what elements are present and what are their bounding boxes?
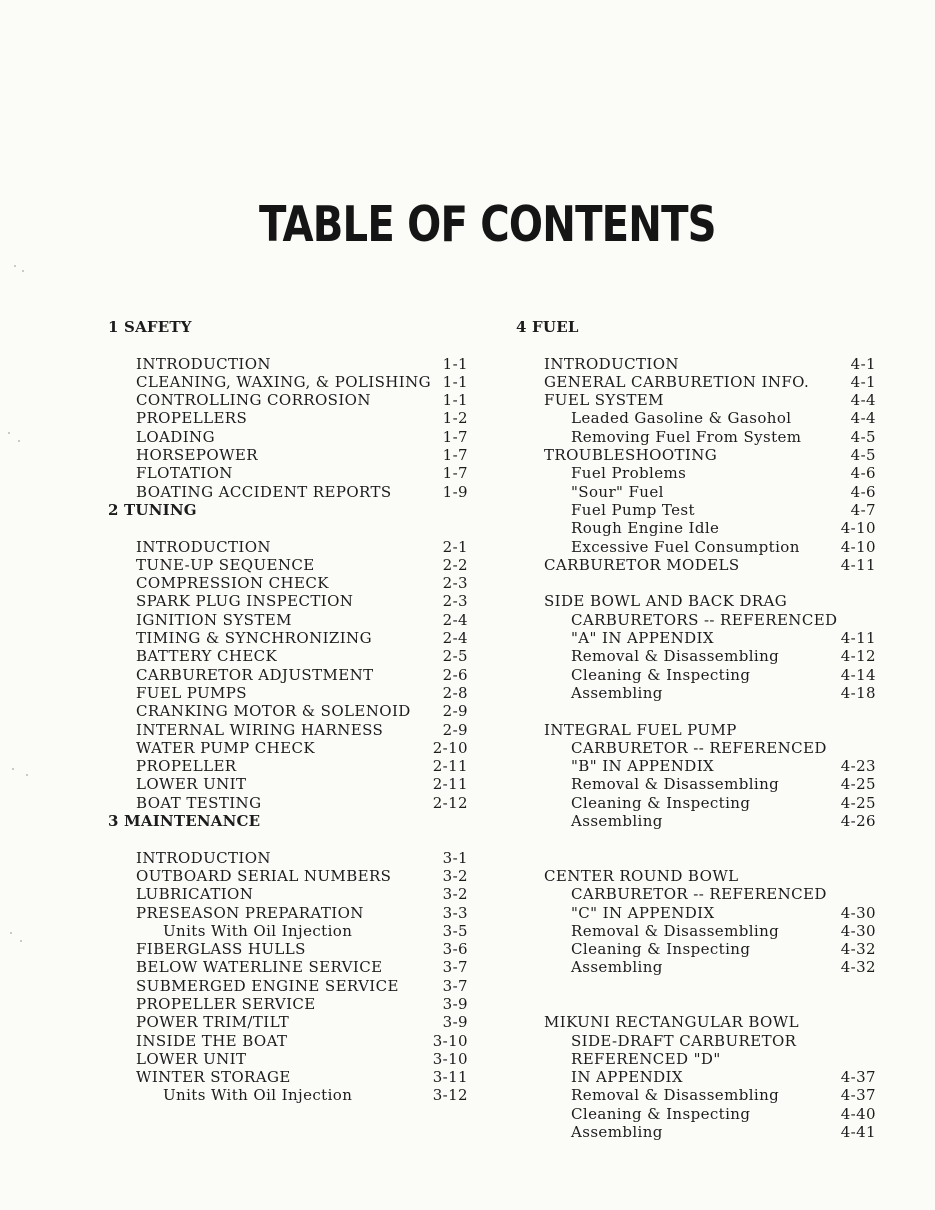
entry-title: TROUBLESHOOTING <box>544 446 718 465</box>
toc-entry <box>108 464 468 482</box>
page-number: 4-26 <box>840 812 876 831</box>
toc-entry <box>108 702 468 720</box>
toc-entry <box>108 592 468 610</box>
toc-entry <box>516 355 876 373</box>
page-number: 4-18 <box>840 683 876 702</box>
entry-title: FIBERGLASS HULLS <box>136 940 306 959</box>
page-number: 4-6 <box>850 464 876 483</box>
page-number: 2-9 <box>442 702 468 721</box>
entry-title: POWER TRIM/TILT <box>136 1013 290 1032</box>
page-number: 2-9 <box>442 720 468 739</box>
entry-title: TIMING & SYNCHRONIZING <box>136 629 372 648</box>
toc-entry <box>516 812 876 830</box>
toc-entry <box>516 446 876 464</box>
toc-entry <box>516 464 876 482</box>
page-number: 4-6 <box>850 482 876 501</box>
spacer <box>516 995 876 1013</box>
entry-title: Units With Oil Injection <box>163 1086 353 1105</box>
page-number: 2-3 <box>442 592 468 611</box>
toc-entry <box>108 922 468 940</box>
page-number: 2-12 <box>432 793 468 812</box>
entry-title: Removal & Disassembling <box>571 647 780 666</box>
toc-entry <box>516 391 876 409</box>
toc-entry <box>516 519 876 537</box>
page-number: 4-12 <box>840 647 876 666</box>
toc-entry <box>516 501 876 519</box>
entry-title: LOWER UNIT <box>136 1049 247 1068</box>
page-number: 4-32 <box>840 940 876 959</box>
page-number: 4-5 <box>850 427 876 446</box>
page-number: 4-1 <box>850 372 876 391</box>
page-number: 4-30 <box>840 921 876 940</box>
spacer <box>516 702 876 720</box>
section-title: 1 SAFETY <box>108 318 192 336</box>
toc-entry <box>516 958 876 976</box>
toc-entry <box>516 409 876 427</box>
toc-entry <box>516 684 876 702</box>
page-number: 4-7 <box>850 500 876 519</box>
page-number: 3-7 <box>442 976 468 995</box>
page-number: 3-10 <box>432 1049 468 1068</box>
toc-entry <box>516 483 876 501</box>
entry-title: MIKUNI RECTANGULAR BOWL <box>544 1013 799 1032</box>
page-number: 2-11 <box>432 775 468 794</box>
page-number: 4-11 <box>840 629 876 648</box>
page-number: 2-1 <box>442 537 468 556</box>
entry-title: IGNITION SYSTEM <box>136 610 292 629</box>
entry-title: IN APPENDIX <box>571 1068 683 1087</box>
entry-title: Units With Oil Injection <box>163 921 353 940</box>
entry-title: PROPELLER SERVICE <box>136 994 316 1013</box>
entry-title: FUEL PUMPS <box>136 683 247 702</box>
entry-title: Cleaning & Inspecting <box>571 793 751 812</box>
entry-title: CONTROLLING CORROSION <box>136 391 371 410</box>
page-number: 4-10 <box>840 537 876 556</box>
page-number: 3-10 <box>432 1031 468 1050</box>
toc-entry <box>516 428 876 446</box>
toc-entry <box>516 1068 876 1086</box>
toc-entry <box>108 940 468 958</box>
toc-entry <box>516 666 876 684</box>
page-number: 4-14 <box>840 665 876 684</box>
toc-entry <box>108 684 468 702</box>
entry-title: LOWER UNIT <box>136 775 247 794</box>
toc-entry <box>108 958 468 976</box>
page-number: 2-3 <box>442 574 468 593</box>
toc-entry <box>516 775 876 793</box>
toc-entry <box>516 1050 876 1068</box>
toc-entry <box>108 1068 468 1086</box>
page-number: 4-11 <box>840 555 876 574</box>
page-number: 4-32 <box>840 958 876 977</box>
toc-entry <box>108 995 468 1013</box>
page-number: 1-7 <box>442 464 468 483</box>
page-number: 3-3 <box>442 903 468 922</box>
entry-title: WINTER STORAGE <box>136 1068 291 1087</box>
page-number: 4-41 <box>840 1123 876 1142</box>
page-number: 3-11 <box>432 1068 468 1087</box>
page-number: 2-4 <box>442 629 468 648</box>
page-number: 3-7 <box>442 958 468 977</box>
toc-entry <box>108 1050 468 1068</box>
page-number: 4-37 <box>840 1086 876 1105</box>
toc-entry <box>108 538 468 556</box>
toc-entry <box>516 373 876 391</box>
page-number: 2-6 <box>442 665 468 684</box>
page-number: 2-2 <box>442 555 468 574</box>
entry-title: CARBURETOR -- REFERENCED <box>571 738 827 757</box>
entry-title: Cleaning & Inspecting <box>571 1104 751 1123</box>
entry-title: Leaded Gasoline & Gasohol <box>571 409 792 428</box>
scan-speck <box>12 768 14 770</box>
toc-entry <box>108 666 468 684</box>
page-title: TABLE OF CONTENTS <box>259 196 716 253</box>
entry-title: "B" IN APPENDIX <box>571 757 715 776</box>
entry-title: GENERAL CARBURETION INFO. <box>544 372 810 391</box>
toc-column-left <box>108 318 468 1105</box>
page-number: 2-11 <box>432 757 468 776</box>
entry-title: BOATING ACCIDENT REPORTS <box>136 482 392 501</box>
entry-title: CENTER ROUND BOWL <box>544 866 739 885</box>
entry-title: LUBRICATION <box>136 885 254 904</box>
spacer <box>108 519 468 537</box>
toc-entry <box>516 794 876 812</box>
section-title: 3 MAINTENANCE <box>108 812 261 831</box>
page-number: 3-2 <box>442 885 468 904</box>
toc-entry <box>516 592 876 610</box>
entry-title: Cleaning & Inspecting <box>571 940 751 959</box>
page-number: 4-4 <box>850 391 876 410</box>
entry-title: CARBURETOR -- REFERENCED <box>571 885 827 904</box>
spacer <box>516 830 876 848</box>
toc-entry <box>516 721 876 739</box>
page-number: 1-9 <box>442 482 468 501</box>
entry-title: BELOW WATERLINE SERVICE <box>136 958 383 977</box>
entry-title: INSIDE THE BOAT <box>136 1031 288 1050</box>
entry-title: Rough Engine Idle <box>571 519 720 538</box>
toc-entry <box>108 446 468 464</box>
toc-entry <box>108 867 468 885</box>
toc-entry <box>108 355 468 373</box>
toc-entry <box>108 849 468 867</box>
toc-entry <box>516 1032 876 1050</box>
entry-title: FUEL SYSTEM <box>544 391 664 410</box>
toc-entry <box>108 373 468 391</box>
section-title: 4 FUEL <box>516 318 579 336</box>
page-number: 1-7 <box>442 446 468 465</box>
toc-entry <box>108 409 468 427</box>
entry-title: INTRODUCTION <box>544 354 679 373</box>
page-number: 3-9 <box>442 1013 468 1032</box>
entry-title: REFERENCED "D" <box>571 1049 721 1068</box>
toc-entry <box>108 629 468 647</box>
entry-title: HORSEPOWER <box>136 446 258 465</box>
entry-title: Fuel Problems <box>571 464 687 483</box>
page-number: 4-40 <box>840 1104 876 1123</box>
entry-title: WATER PUMP CHECK <box>136 738 315 757</box>
spacer <box>108 336 468 354</box>
page-number: 2-8 <box>442 683 468 702</box>
entry-title: CLEANING, WAXING, & POLISHING <box>136 372 431 391</box>
toc-entry <box>108 794 468 812</box>
toc-entry <box>516 904 876 922</box>
entry-title: FLOTATION <box>136 464 233 483</box>
section-heading <box>108 812 468 830</box>
entry-title: CARBURETOR ADJUSTMENT <box>136 665 374 684</box>
page-number: 1-2 <box>442 409 468 428</box>
toc-entry <box>516 885 876 903</box>
spacer <box>516 977 876 995</box>
entry-title: INTRODUCTION <box>136 354 271 373</box>
toc-entry <box>108 391 468 409</box>
section-heading <box>516 318 876 336</box>
spacer <box>108 830 468 848</box>
page-number: 3-9 <box>442 994 468 1013</box>
toc-entry <box>516 867 876 885</box>
entry-title: BATTERY CHECK <box>136 647 278 666</box>
entry-title: COMPRESSION CHECK <box>136 574 329 593</box>
entry-title: Removing Fuel From System <box>571 427 802 446</box>
entry-title: Removal & Disassembling <box>571 921 780 940</box>
scan-speck <box>22 270 24 272</box>
toc-entry <box>516 940 876 958</box>
toc-entry <box>516 1105 876 1123</box>
page-number: 4-5 <box>850 446 876 465</box>
entry-title: PROPELLER <box>136 757 237 776</box>
entry-title: Cleaning & Inspecting <box>571 665 751 684</box>
entry-title: Assembling <box>571 958 663 977</box>
toc-entry <box>516 1123 876 1141</box>
page-number: 1-7 <box>442 427 468 446</box>
section-title: 2 TUNING <box>108 500 197 519</box>
entry-title: INTERNAL WIRING HARNESS <box>136 720 384 739</box>
entry-title: INTRODUCTION <box>136 537 271 556</box>
entry-title: CRANKING MOTOR & SOLENOID <box>136 702 411 721</box>
scan-speck <box>26 774 28 776</box>
spacer <box>516 849 876 867</box>
page-number: 4-37 <box>840 1068 876 1087</box>
toc-entry <box>516 647 876 665</box>
entry-title: "A" IN APPENDIX <box>571 629 714 648</box>
section-heading <box>108 318 468 336</box>
toc-entry <box>516 1013 876 1031</box>
entry-title: PRESEASON PREPARATION <box>136 903 364 922</box>
entry-title: Removal & Disassembling <box>571 775 780 794</box>
entry-title: Fuel Pump Test <box>571 500 695 519</box>
page-number: 1-1 <box>442 391 468 410</box>
toc-entry <box>108 757 468 775</box>
toc-column-right <box>516 318 876 1141</box>
spacer <box>516 336 876 354</box>
toc-entry <box>108 647 468 665</box>
toc-entry <box>108 556 468 574</box>
page-number: 3-6 <box>442 940 468 959</box>
entry-title: PROPELLERS <box>136 409 248 428</box>
toc-entry <box>108 428 468 446</box>
toc-entry <box>108 904 468 922</box>
scan-speck <box>10 932 12 934</box>
toc-entry <box>108 775 468 793</box>
toc-entry <box>516 556 876 574</box>
toc-entry <box>516 922 876 940</box>
section-heading <box>108 501 468 519</box>
entry-title: "C" IN APPENDIX <box>571 903 715 922</box>
page-number: 4-1 <box>850 354 876 373</box>
toc-entry <box>108 611 468 629</box>
page-number: 4-25 <box>840 775 876 794</box>
entry-title: TUNE-UP SEQUENCE <box>136 555 315 574</box>
entry-title: Assembling <box>571 1123 663 1142</box>
toc-entry <box>516 538 876 556</box>
page-number: 1-1 <box>442 372 468 391</box>
page-number: 3-1 <box>442 848 468 867</box>
toc-entry <box>516 611 876 629</box>
page-number: 3-5 <box>442 921 468 940</box>
entry-title: Removal & Disassembling <box>571 1086 780 1105</box>
toc-entry <box>108 483 468 501</box>
toc-entry <box>108 721 468 739</box>
entry-title: SUBMERGED ENGINE SERVICE <box>136 976 399 995</box>
page-number: 2-5 <box>442 647 468 666</box>
page-number: 1-1 <box>442 354 468 373</box>
page-number: 3-2 <box>442 866 468 885</box>
entry-title: SIDE BOWL AND BACK DRAG <box>544 592 788 611</box>
entry-title: LOADING <box>136 427 215 446</box>
toc-entry <box>108 885 468 903</box>
scan-speck <box>14 265 16 267</box>
page-number: 2-4 <box>442 610 468 629</box>
page-number: 4-4 <box>850 409 876 428</box>
toc-entry <box>108 1013 468 1031</box>
entry-title: BOAT TESTING <box>136 793 262 812</box>
entry-title: Excessive Fuel Consumption <box>571 537 800 556</box>
entry-title: OUTBOARD SERIAL NUMBERS <box>136 866 392 885</box>
entry-title: Assembling <box>571 683 663 702</box>
toc-entry <box>108 574 468 592</box>
page-number: 4-30 <box>840 903 876 922</box>
toc-entry <box>108 977 468 995</box>
page-number: 3-12 <box>432 1086 468 1105</box>
entry-title: INTRODUCTION <box>136 848 271 867</box>
scan-speck <box>8 432 10 434</box>
entry-title: CARBURETOR MODELS <box>544 555 740 574</box>
spacer <box>516 574 876 592</box>
page-number: 2-10 <box>432 738 468 757</box>
entry-title: Assembling <box>571 812 663 831</box>
entry-title: SPARK PLUG INSPECTION <box>136 592 354 611</box>
toc-entry <box>108 739 468 757</box>
toc-entry <box>108 1032 468 1050</box>
entry-title: INTEGRAL FUEL PUMP <box>544 720 737 739</box>
toc-entry <box>108 1086 468 1104</box>
toc-entry <box>516 739 876 757</box>
entry-title: CARBURETORS -- REFERENCED <box>571 610 838 629</box>
page-number: 4-25 <box>840 793 876 812</box>
toc-entry <box>516 1086 876 1104</box>
scan-speck <box>20 940 22 942</box>
toc-entry <box>516 757 876 775</box>
toc-entry <box>516 629 876 647</box>
scan-speck <box>18 440 20 442</box>
page-number: 4-23 <box>840 757 876 776</box>
entry-title: SIDE-DRAFT CARBURETOR <box>571 1031 797 1050</box>
page-number: 4-10 <box>840 519 876 538</box>
entry-title: "Sour" Fuel <box>571 482 664 501</box>
